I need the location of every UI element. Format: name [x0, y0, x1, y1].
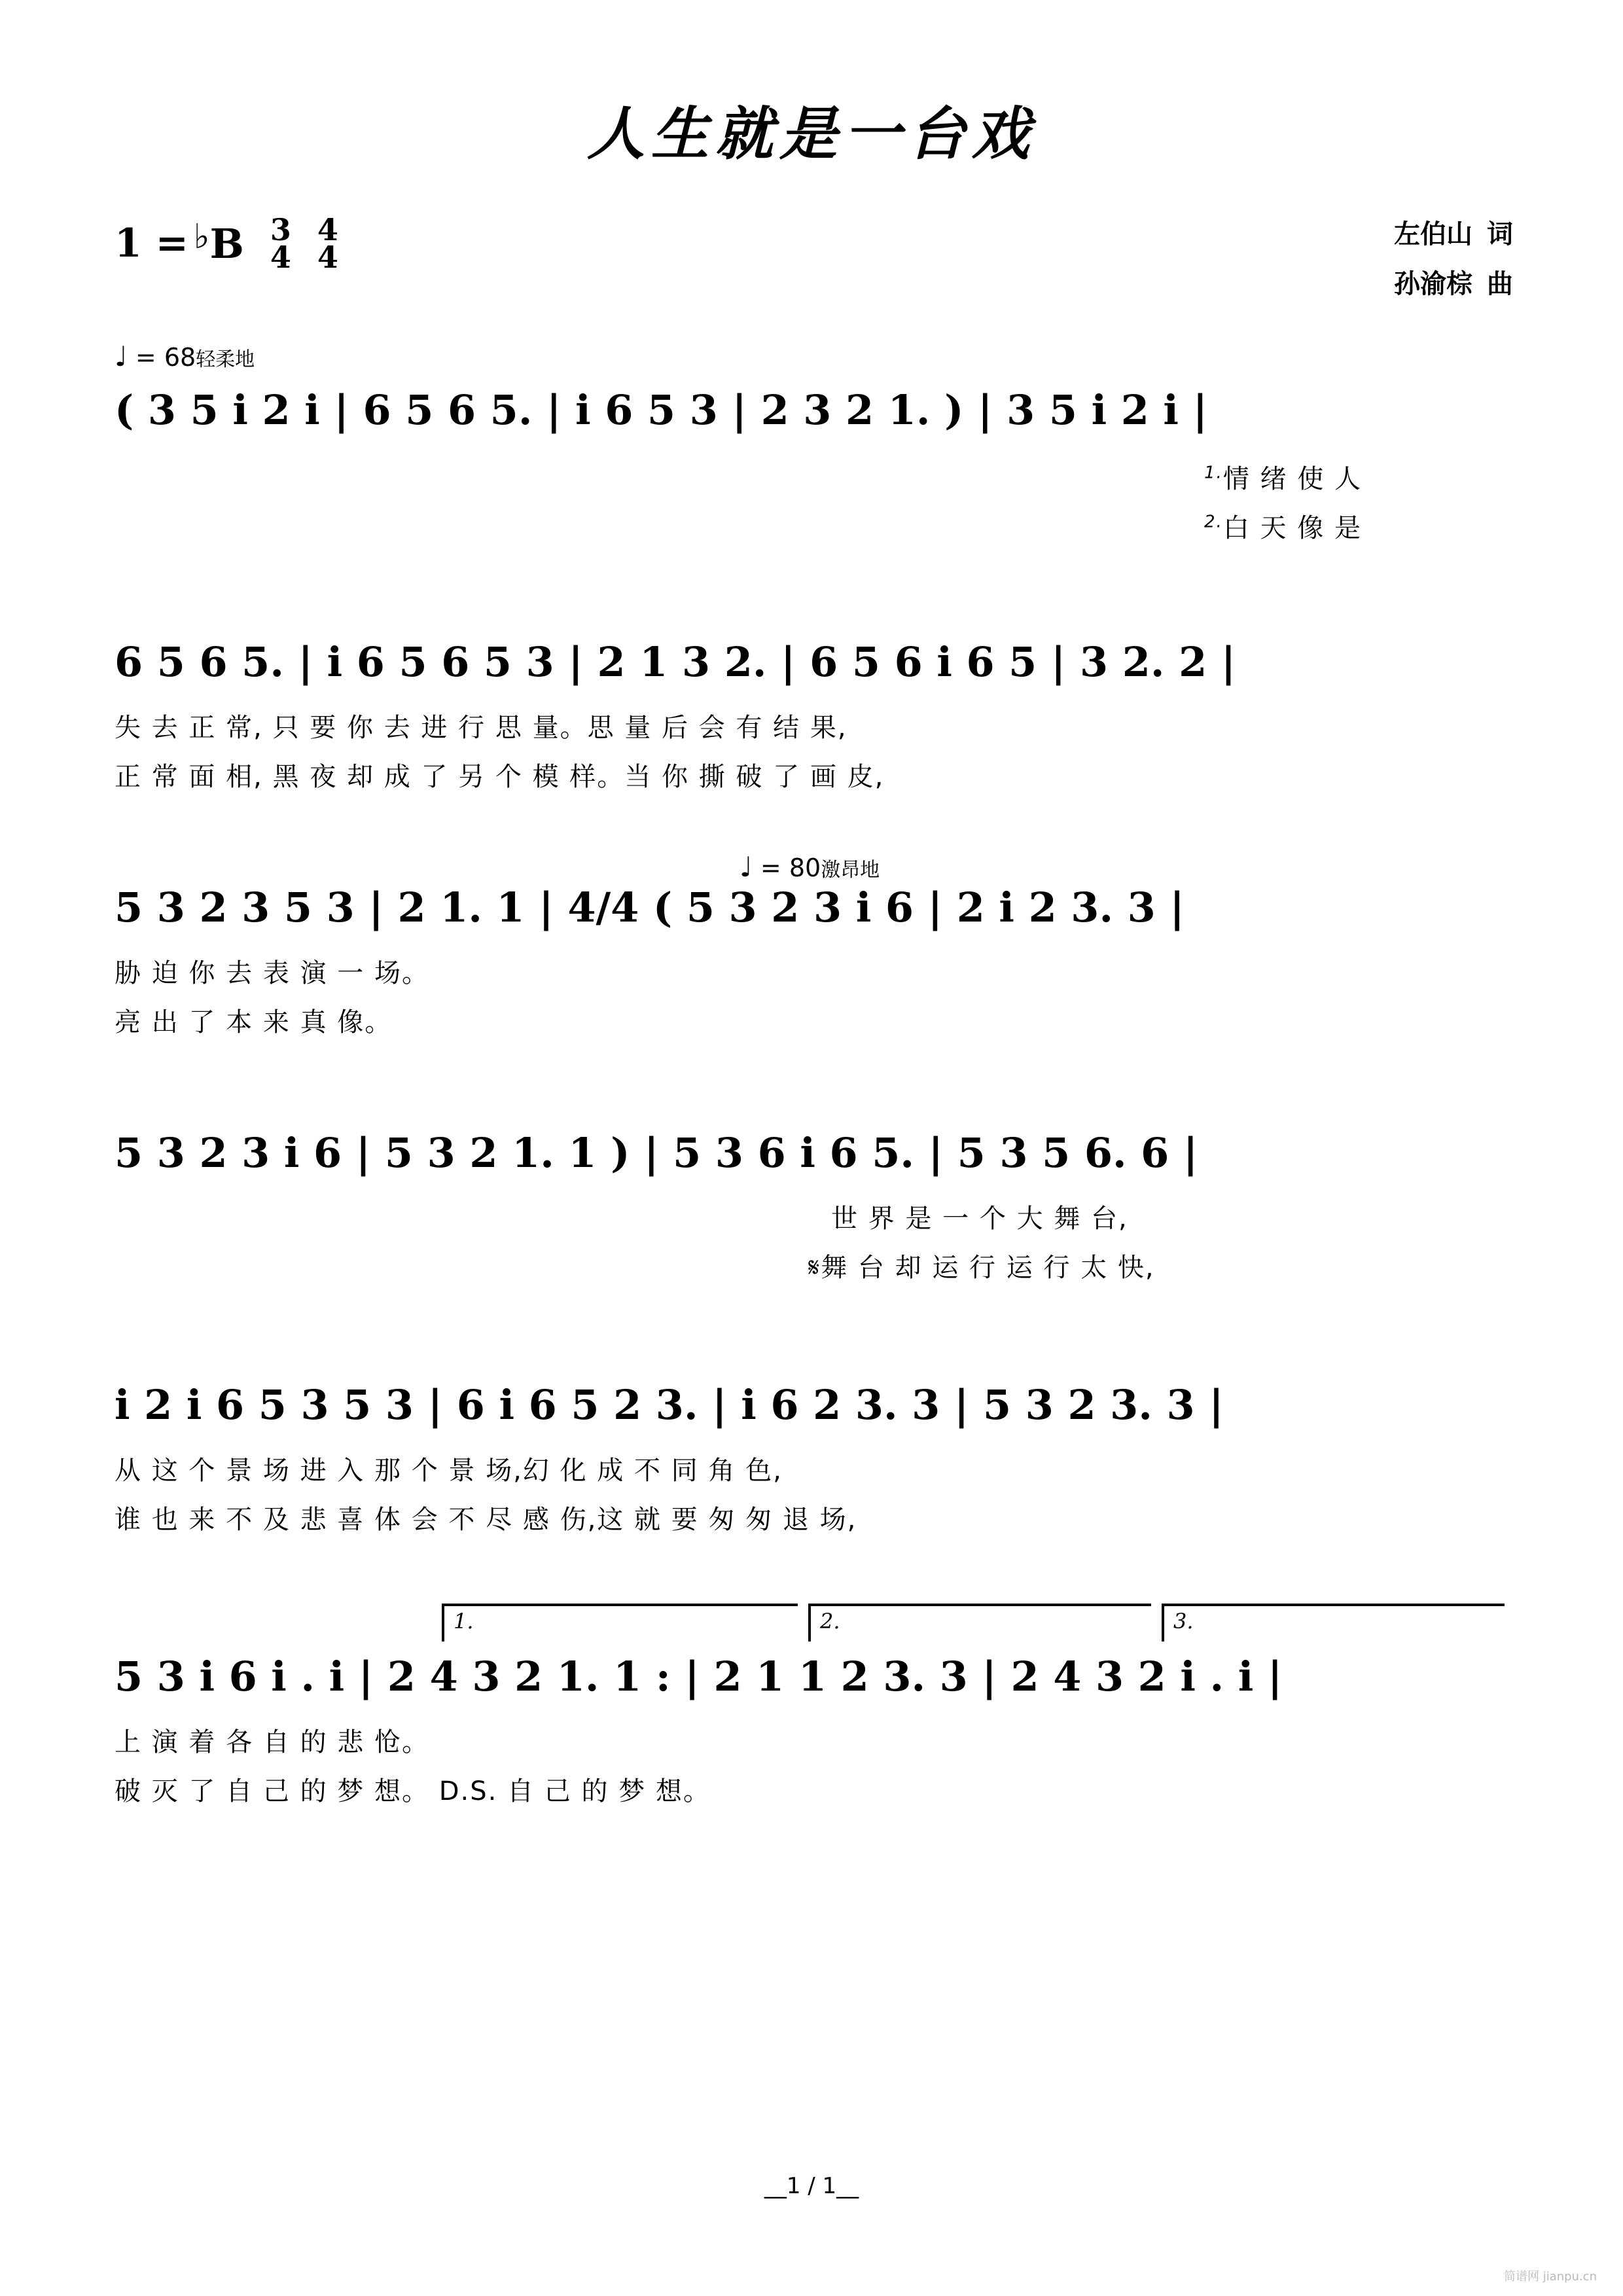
lyric-line-1b — [1204, 507, 1362, 545]
ending-bracket-1 — [442, 1604, 798, 1641]
lyric-line-2a: 失 去 正 常, 只 要 你 去 进 行 思 量。思 量 后 会 有 结 果, — [115, 713, 847, 743]
credits — [1394, 209, 1513, 309]
key-signature-block — [115, 212, 338, 276]
composer-name: 孙渝棕 — [1394, 269, 1472, 299]
lyric-line-3b: 亮 出 了 本 来 真 像。 — [115, 1007, 393, 1037]
meter-numerator: 3 — [270, 212, 291, 247]
tempo-marking-2 — [740, 851, 880, 883]
lyric-line-4b: 𝄋舞 台 却 运 行 运 行 太 快, — [808, 1253, 1155, 1283]
meter-3-4 — [270, 212, 291, 276]
lyric-text: 情 绪 使 人 — [1222, 464, 1362, 494]
quarter-note-icon: ♩ — [115, 340, 128, 372]
lyricist-name: 左伯山 — [1394, 219, 1472, 249]
ending-bracket-2 — [808, 1604, 1151, 1641]
ending-label-1: 1. — [454, 1609, 474, 1634]
composer-credit — [1394, 259, 1513, 309]
music-line-6: 5 3 i 6 i . i | 2 4 3 2 1. 1 : | 2 1 1 2 3. 3 | 2 4 3 2 i . i | — [115, 1653, 1283, 1700]
music-line-3: 5 3 2 3 5 3 | 2 1. 1 | 4/4 ( 5 3 2 3 i 6 | 2 i 2 3. 3 | — [115, 884, 1185, 931]
ending-label-3: 3. — [1173, 1609, 1194, 1634]
music-line-1: ( 3 5 i 2 i | 6 5 6 5. | i 6 5 3 | 2 3 2 1. ) | 3 5 i 2 i | — [115, 386, 1208, 434]
page-number: __1 / 1__ — [764, 2173, 859, 2199]
tempo-marking-1 — [115, 340, 255, 372]
verse-number: 2. — [1204, 512, 1223, 532]
ending-bracket-3 — [1162, 1604, 1505, 1641]
meter-denominator: 4 — [317, 240, 338, 276]
meter-numerator: 4 — [317, 212, 338, 247]
tempo-value: = 68 — [135, 343, 196, 372]
lyric-line-3a: 胁 迫 你 去 表 演 一 场。 — [115, 958, 430, 988]
ending-label-2: 2. — [820, 1609, 840, 1634]
lyric-line-5b: 谁 也 来 不 及 悲 喜 体 会 不 尽 感 伤,这 就 要 匆 匆 退 场, — [115, 1505, 857, 1535]
lyric-text: 白 天 像 是 — [1222, 513, 1362, 543]
quarter-note-icon: ♩ — [740, 851, 753, 883]
page-title: 人生就是一台戏 — [586, 99, 1036, 168]
tempo-text: 轻柔地 — [196, 348, 255, 371]
composer-role: 曲 — [1487, 269, 1513, 299]
lyric-line-6b: 破 灭 了 自 己 的 梦 想。 D.S. 自 己 的 梦 想。 — [115, 1776, 711, 1806]
lyric-line-4a: 世 界 是 一 个 大 舞 台, — [831, 1204, 1128, 1234]
meter-4-4 — [317, 212, 338, 276]
verse-number: 1. — [1204, 463, 1223, 483]
music-line-2: 6 5 6 5. | i 6 5 6 5 3 | 2 1 3 2. | 6 5 6 i 6 5 | 3 2. 2 | — [115, 638, 1236, 686]
tempo-value: = 80 — [760, 853, 821, 882]
lyric-line-2b: 正 常 面 相, 黑 夜 却 成 了 另 个 模 样。当 你 撕 破 了 画 皮, — [115, 762, 885, 792]
lyric-line-5a: 从 这 个 景 场 进 入 那 个 景 场,幻 化 成 不 同 角 色, — [115, 1456, 783, 1486]
lyricist-credit — [1394, 209, 1513, 259]
key-prefix: 1 = — [115, 221, 188, 267]
meter-denominator: 4 — [270, 240, 291, 276]
flat-symbol: ♭ — [193, 217, 210, 257]
watermark: 简谱网 jianpu.cn — [1503, 2270, 1597, 2284]
lyricist-role: 词 — [1487, 219, 1513, 249]
tempo-text: 激昂地 — [821, 859, 880, 882]
music-line-4: 5 3 2 3 i 6 | 5 3 2 1. 1 ) | 5 3 6 i 6 5. | 5 3 5 6. 6 | — [115, 1129, 1198, 1177]
key-letter: B — [209, 219, 244, 268]
music-line-5: i 2 i 6 5 3 5 3 | 6 i 6 5 2 3. | i 6 2 3. 3 | 5 3 2 3. 3 | — [115, 1381, 1224, 1429]
lyric-line-6a: 上 演 着 各 自 的 悲 怆。 — [115, 1727, 430, 1757]
lyric-line-1a — [1204, 458, 1362, 495]
